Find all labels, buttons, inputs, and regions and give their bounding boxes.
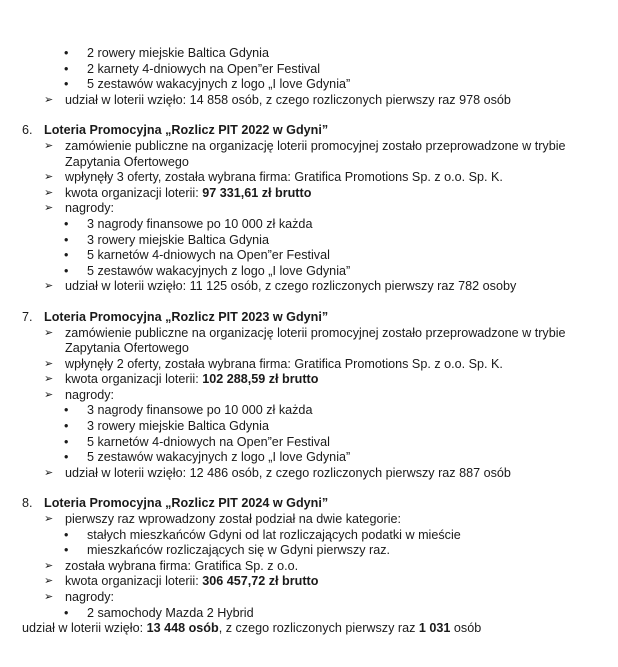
arrow-bullet-icon: ➢ (44, 466, 54, 479)
section-title: Loteria Promocyjna „Rozlicz PIT 2022 w Gdyni” (44, 123, 329, 138)
category-item: • stałych mieszkańców Gdyni od lat rozliczających podatki w mieście (64, 527, 461, 542)
bullet-icon: • (64, 434, 69, 449)
participation-line: ➢ udział w loterii wzięło: 11 125 osób, z czego rozliczonych pierwszy raz 782 osoby (44, 279, 517, 294)
arrow-bullet-icon: ➢ (44, 559, 54, 572)
bullet-icon: • (64, 543, 69, 558)
cost-line: ➢ kwota organizacji loterii: 97 331,61 zł brutto (44, 185, 312, 200)
cost-line: ➢ kwota organizacji loterii: 102 288,59 zł brutto (44, 372, 319, 387)
section-number: 7. (22, 309, 33, 324)
cost-value: 102 288,59 zł brutto (202, 372, 319, 387)
document-body (0, 46, 618, 637)
arrow-bullet-icon: ➢ (44, 93, 54, 106)
arrow-bullet-icon: ➢ (44, 388, 54, 401)
cost-value: 97 331,61 zł brutto (202, 185, 312, 200)
arrow-bullet-icon: ➢ (44, 171, 54, 184)
participation-total: 13 448 osób (146, 621, 219, 636)
section-heading (0, 310, 618, 326)
procurement-line: ➢ zamówienie publiczne na organizację loterii promocyjnej zostało przeprowadzone w trybie (44, 325, 566, 340)
arrow-bullet-icon: ➢ (44, 373, 54, 386)
bullet-icon: • (64, 419, 69, 434)
cost-value: 306 457,72 zł brutto (202, 574, 319, 589)
arrow-bullet-icon: ➢ (44, 280, 54, 293)
participation-line: udział w loterii wzięło: 13 448 osób, z czego rozliczonych pierwszy raz 1 031 osób (22, 621, 482, 636)
prize-item: • 5 zestawów wakacyjnych z logo „I love Gdynia” (64, 263, 351, 278)
prize-item: • 5 karnetów 4-dniowych na Open”er Festival (64, 434, 330, 449)
section-heading (0, 496, 618, 512)
cost-line: ➢ kwota organizacji loterii: 306 457,72 zł brutto (44, 574, 319, 589)
arrow-bullet-icon: ➢ (44, 591, 54, 603)
offers-line: ➢ wpłynęły 3 oferty, została wybrana firma: Gratifica Promotions Sp. z o.o. Sp. K. (44, 170, 503, 185)
prize-item: • 3 nagrody finansowe po 10 000 zł każda (64, 403, 313, 418)
procurement-line-cont: Zapytania Ofertowego (65, 154, 189, 169)
procurement-line: ➢ zamówienie publiczne na organizację loterii promocyjnej zostało przeprowadzone w trybie (44, 138, 566, 153)
participation-line: ➢ udział w loterii wzięło: 12 486 osób, z czego rozliczonych pierwszy raz 887 osób (44, 465, 511, 480)
prizes-label-line: ➢ nagrody: (44, 387, 115, 402)
prize-item: • 5 karnetów 4-dniowych na Open”er Festival (64, 248, 330, 263)
section-title: Loteria Promocyjna „Rozlicz PIT 2024 w Gdyni” (44, 496, 329, 511)
prize-item: • 3 rowery miejskie Baltica Gdynia (64, 419, 269, 434)
arrow-bullet-icon: ➢ (44, 139, 54, 152)
prizes-label-line: ➢ nagrody: (44, 590, 115, 604)
section-number: 6. (22, 123, 33, 138)
arrow-bullet-icon: ➢ (44, 202, 54, 215)
prize-item: • 2 karnety 4-dniowych na Open”er Festival (64, 61, 321, 76)
bullet-icon: • (64, 61, 69, 76)
bullet-icon: • (64, 46, 69, 60)
participation-line: ➢ udział w loterii wzięło: 14 858 osób, z czego rozliczonych pierwszy raz 978 osób (44, 92, 511, 107)
section-title: Loteria Promocyjna „Rozlicz PIT 2023 w Gdyni” (44, 309, 329, 324)
arrow-bullet-icon: ➢ (44, 513, 54, 526)
prize-item: • 2 rowery miejskie Baltica Gdynia (64, 46, 269, 60)
procurement-line-cont: Zapytania Ofertowego (65, 341, 189, 356)
arrow-bullet-icon: ➢ (44, 575, 54, 588)
prize-item: • 5 zestawów wakacyjnych z logo „I love Gdynia” (64, 77, 351, 92)
prizes-label-line: ➢ nagrody: (44, 201, 115, 216)
categories-intro-line: ➢ pierwszy raz wprowadzony został podział na dwie kategorie: (44, 512, 401, 527)
bullet-icon: • (64, 527, 69, 542)
arrow-bullet-icon: ➢ (44, 357, 54, 370)
bullet-icon: • (64, 77, 69, 92)
category-item: • mieszkańców rozliczających się w Gdyni pierwszy raz. (64, 543, 391, 558)
bullet-icon: • (64, 605, 69, 620)
arrow-bullet-icon: ➢ (44, 186, 54, 199)
offers-line: ➢ wpłynęły 2 oferty, została wybrana firma: Gratifica Promotions Sp. z o.o. Sp. K. (44, 356, 503, 371)
participation-first-time: 1 031 (418, 621, 451, 636)
section-number: 8. (22, 496, 33, 511)
bullet-icon: • (64, 263, 69, 278)
bullet-icon: • (64, 216, 69, 231)
prize-item: • 3 nagrody finansowe po 10 000 zł każda (64, 216, 313, 231)
bullet-icon: • (64, 232, 69, 247)
bullet-icon: • (64, 248, 69, 263)
firm-line: ➢ została wybrana firma: Gratifica Sp. z o.o. (44, 558, 299, 573)
arrow-bullet-icon: ➢ (44, 326, 54, 339)
prize-item: • 3 rowery miejskie Baltica Gdynia (64, 232, 269, 247)
section-heading (0, 123, 618, 139)
bullet-icon: • (64, 450, 69, 465)
prize-item: • 5 zestawów wakacyjnych z logo „I love Gdynia” (64, 450, 351, 465)
bullet-icon: • (64, 403, 69, 418)
prize-item: • 2 samochody Mazda 2 Hybrid (64, 605, 254, 620)
